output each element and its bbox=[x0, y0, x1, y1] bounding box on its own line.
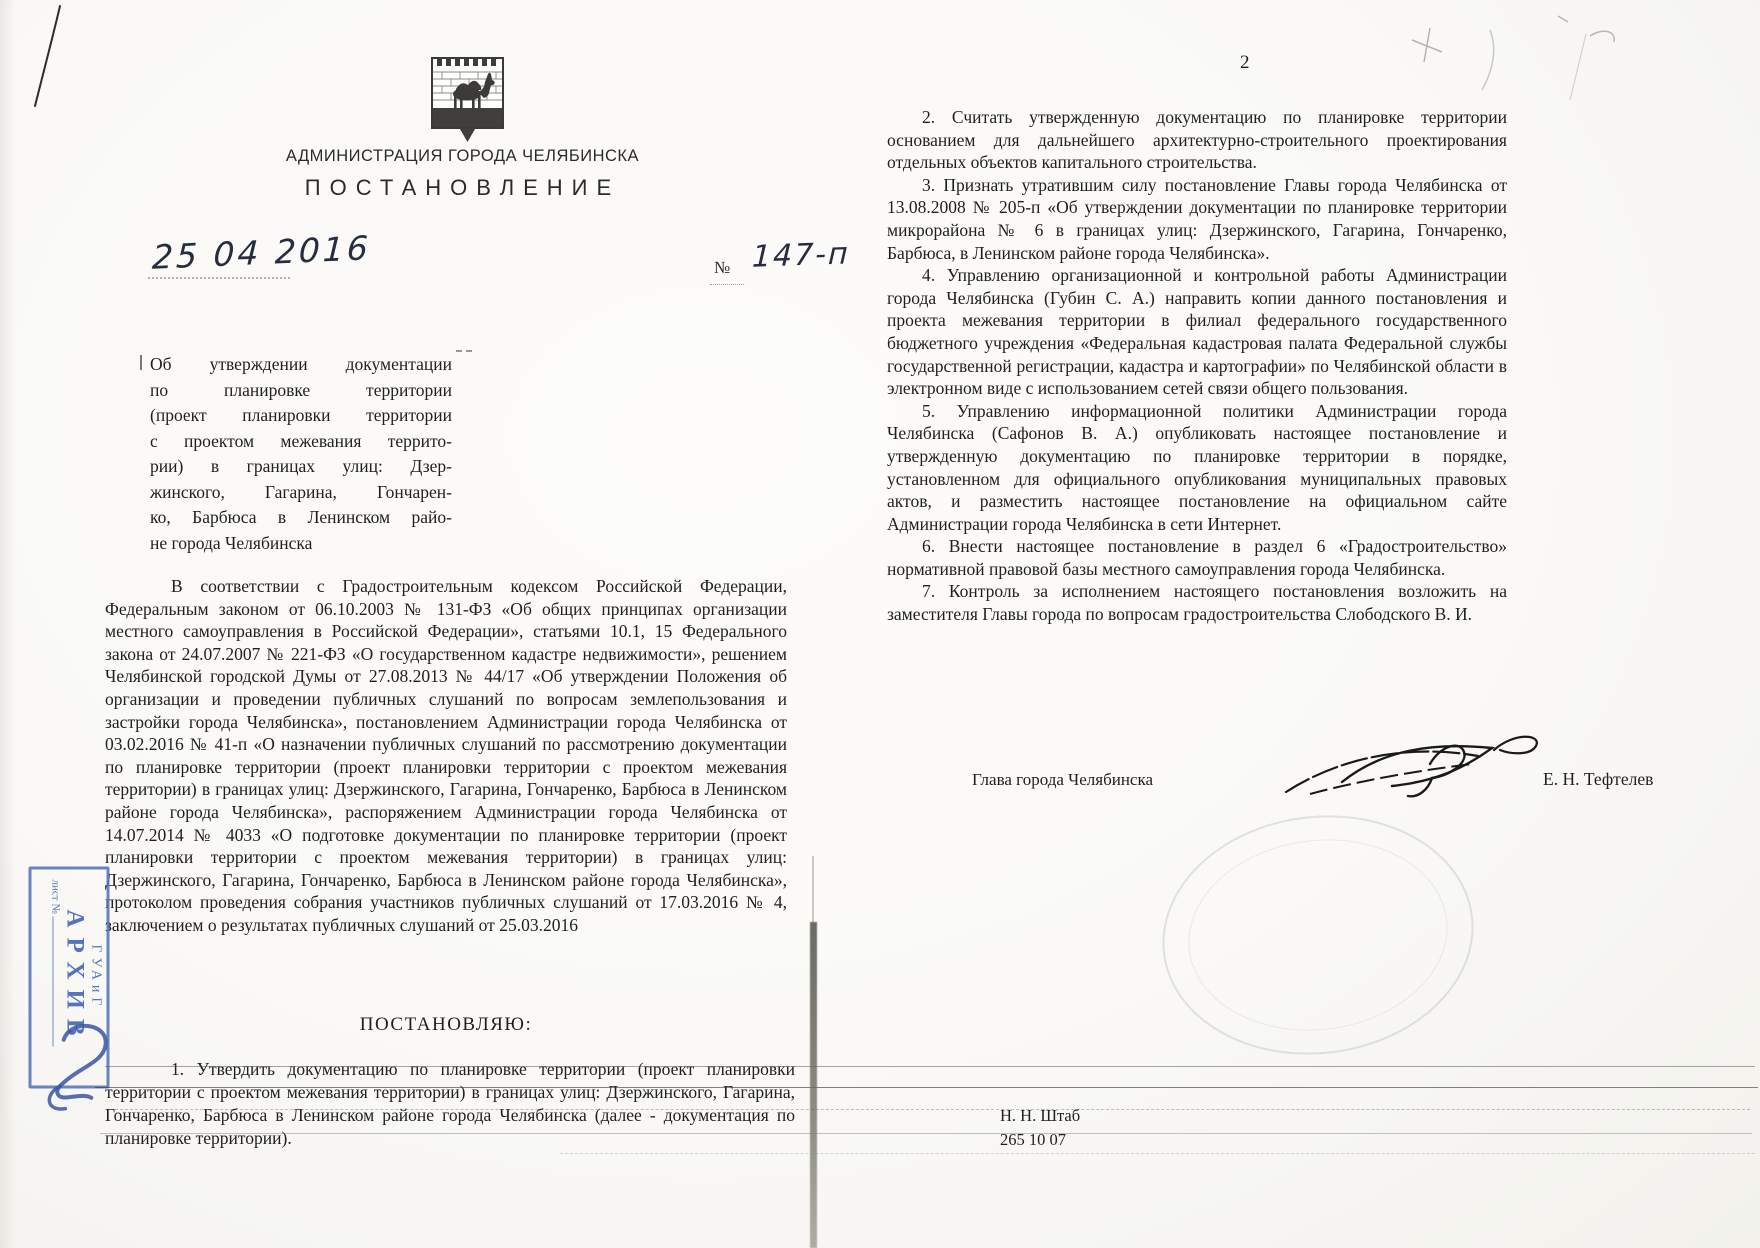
signature-autograph bbox=[1280, 728, 1555, 820]
pencil-marks bbox=[1390, 6, 1660, 121]
resolution-heading: ПОСТАНОВЛЯЮ: bbox=[359, 1014, 533, 1035]
resolution-item-2: 2. Считать утвержденную документацию по планировке территории основанием для дальнейшего архитектурно-строительного проектирования отдельных объектов капитального строительства. bbox=[887, 107, 1507, 173]
fold-line bbox=[105, 1066, 1755, 1067]
doc-title-line: по планировке территории bbox=[150, 379, 452, 400]
org-name: АДМИНИСТРАЦИЯ ГОРОДА ЧЕЛЯБИНСКА bbox=[285, 147, 640, 165]
resolution-item-1: 1. Утвердить документацию по планировке территории (проект планировки территории с проектом межевания территории) в границах улиц: Дзержинского, Гагарина, Гончаренко, Барбюса в Ленинском районе города Челябинска (далее - документация по планировке территории). bbox=[105, 1059, 795, 1148]
doc-title-line: Об утверждении документации bbox=[150, 354, 452, 374]
archive-stamp-sheet-label: лист № bbox=[49, 879, 62, 914]
doc-number-underline bbox=[710, 284, 744, 285]
fold-line bbox=[100, 1133, 1752, 1134]
date-underline bbox=[148, 277, 290, 279]
resolution-item-7: 7. Контроль за исполнением настоящего постановления возложить на заместителя Главы города по вопросам градостроительства Слободского В. И. bbox=[887, 581, 1507, 625]
coat-of-arms-icon bbox=[430, 52, 506, 144]
resolution-item-5: 5. Управлению информационной политики Администрации города Челябинска (Сафонов В. А.) опубликовать настоящее постановление и утвержденную документацию по планировке территории в порядке, установленном для официального опубликования муниципальных правовых актов, и разместить настоящее постановление на официальном сайте Администрации города Челябинска в сети Интернет. bbox=[887, 400, 1507, 534]
resolution-item-4: 4. Управлению организационной и контрольной работы Администрации города Челябинска (Губин С. А.) направить копии данного постановления и проекта межевания территории в филиал федерального государственного бюджетного учреждения «Федеральная кадастровая палата Федеральной службы государственной регистрации, кадастра и картографии» по Челябинской области в электронном виде с использованием сетей связи общего пользования. bbox=[887, 265, 1507, 399]
handwritten-doc-number: 147-п bbox=[751, 236, 851, 275]
doc-title-line: жинского, Гагарина, Гончарен- bbox=[150, 481, 452, 502]
faint-round-stamp bbox=[1149, 798, 1488, 1072]
executor-phone: 265 10 07 bbox=[1000, 1130, 1066, 1149]
fold-line bbox=[95, 1087, 1758, 1088]
intro-paragraph: В соответствии с Градостроительным кодексом Российской Федерации, Федеральным законом от 06.10.2003 № 131-ФЗ «Об общих принципах организации местного самоуправления в Российской Федерации», статьями 10.1, 15 Федерального закона от 24.07.2007 № 221-ФЗ «О государственном кадастре недвижимости», решением Челябинской городской Думы от 27.08.2013 № 44/17 «Об утверждении Положения об организации и проведении публичных слушаний по вопросам землепользования и застройки города Челябинска», постановлением Администрации города Челябинска от 03.02.2016 № 41-п «О назначении публичных слушаний по рассмотрению документации по планировке территории (проект планировки территории с проектом межевания территории) в границах улиц: Дзержинского, Гагарина, Гончаренко, Барбюса в Ленинском районе города Челябинска», распоряжением Администрации города Челябинска от 14.07.2014 № 4033 «О подготовке документации по планировке территории (проект планировки территории с проектом межевания территории) в границах улиц: Дзержинского, Гагарина, Гончаренко, Барбюса в Ленинском районе города Челябинска», протоколом проведения собрания участников публичных слушаний от 17.03.2016 № 4, заключением о результатах публичных слушаний от 25.03.2016 bbox=[105, 576, 787, 935]
doc-title-line: рии) в границах улиц: Дзер- bbox=[150, 456, 452, 476]
title-corner-mark-left bbox=[140, 355, 145, 370]
fold-line bbox=[560, 1153, 1755, 1154]
doc-title-line: ко, Барбюса в Ленинском райо- bbox=[150, 507, 452, 527]
page-fold-shadow bbox=[812, 856, 814, 922]
archive-stamp-word: АРХИВ bbox=[61, 909, 89, 1046]
doc-title-line: с проектом межевания террито- bbox=[150, 430, 452, 451]
doc-type-heading: ПОСТАНОВЛЕНИЕ bbox=[304, 175, 621, 200]
signatory-name: Е. Н. Тефтелев bbox=[1543, 769, 1654, 789]
handwritten-date: 25 04 2016 bbox=[151, 228, 372, 277]
executor-block bbox=[1000, 1104, 1080, 1152]
resolution-item-6: 6. Внести настоящее постановление в раздел 6 «Градостроительство» нормативной правовой базы местного самоуправления города Челябинска. bbox=[887, 536, 1507, 579]
pen-mark bbox=[28, 4, 72, 110]
title-corner-mark-right bbox=[456, 350, 472, 356]
scan-edge-shade bbox=[0, 0, 16, 1248]
page-fold-shadow bbox=[810, 922, 817, 1248]
resolution-items bbox=[887, 106, 1507, 626]
executor-name: Н. Н. Штаб bbox=[1000, 1106, 1081, 1125]
doc-title-line: не города Челябинска bbox=[150, 532, 313, 553]
resolution-item-3: 3. Признать утратившим силу постановление Главы города Челябинска от 13.08.2008 № 205-п «Об утверждении документации по планировке территории микрорайона № 6 в границах улиц: Дзержинского, Гагарина, Гончаренко, Барбюса, в Ленинском районе города Челябинска». bbox=[887, 174, 1507, 263]
doc-title-line: (проект планировки территории bbox=[150, 405, 452, 425]
doc-number-label: № bbox=[714, 258, 731, 277]
page-number: 2 bbox=[1240, 52, 1250, 73]
doc-title bbox=[150, 352, 452, 556]
archive-stamp-org: ГУАиГ bbox=[88, 944, 104, 1011]
fold-line bbox=[110, 1109, 1750, 1110]
signature-position: Глава города Челябинска bbox=[972, 770, 1154, 789]
